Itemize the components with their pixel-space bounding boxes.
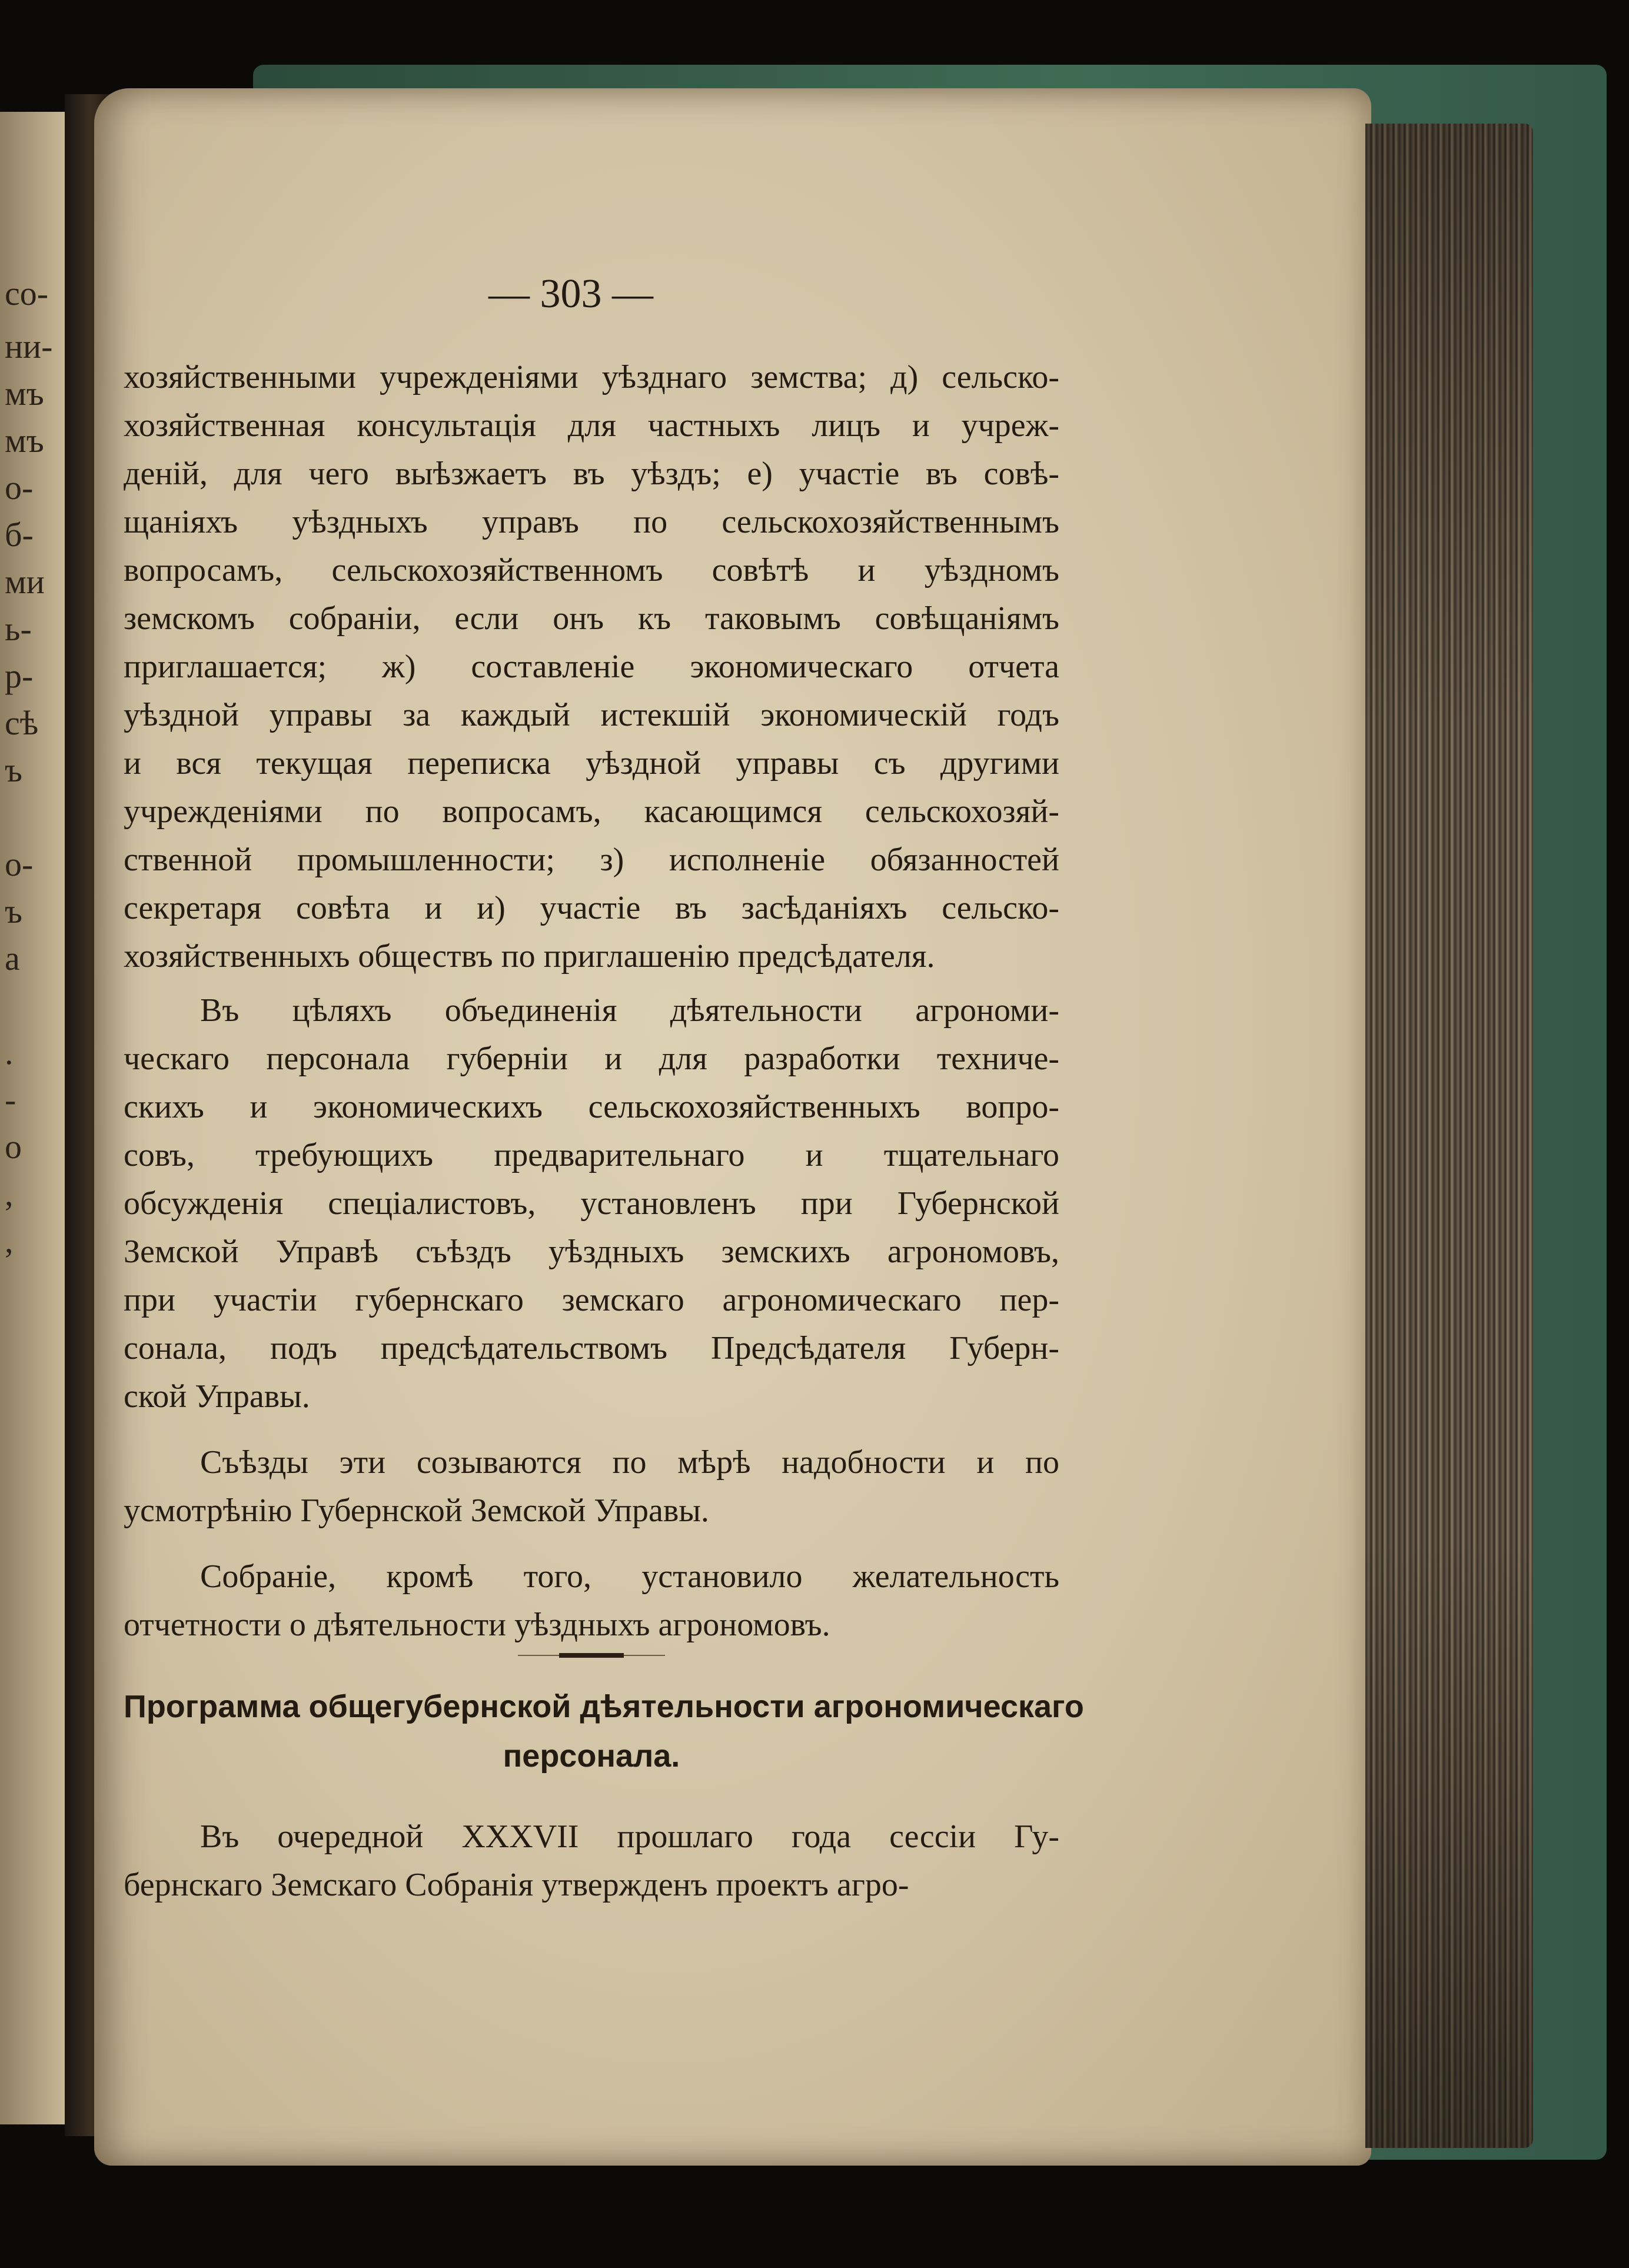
paragraph2-line: при участіи губернскаго земскаго агрономическаго пер-: [124, 1282, 1059, 1318]
previous-page-fragment: ми: [5, 563, 45, 601]
paragraph1-line: уѣздной управы за каждый истекшій экономическій годъ: [124, 697, 1059, 733]
paragraph1-line: секретаря совѣта и и) участіе въ засѣданіяхъ сельско-: [124, 890, 1059, 926]
previous-page-fragment: ь-: [5, 610, 32, 648]
previous-page-fragment: со-: [5, 274, 49, 312]
previous-page-fragment: р-: [5, 657, 34, 695]
paragraph1-line: учрежденіями по вопросамъ, касающимся сельскохозяй-: [124, 793, 1059, 830]
previous-page-fragment: ни-: [5, 327, 53, 365]
paragraph4-line: отчетности о дѣятельности уѣздныхъ агрономовъ.: [124, 1607, 830, 1643]
paragraph1-line: приглашается; ж) составленіе экономическаго отчета: [124, 649, 1059, 685]
paragraph2-line: обсужденія спеціалистовъ, установленъ при Губернской: [124, 1185, 1059, 1222]
previous-page-fragment: а: [5, 939, 20, 977]
paragraph2-line: Земской Управѣ съѣздъ уѣздныхъ земскихъ агрономовъ,: [124, 1233, 1059, 1270]
paragraph2-line: совъ, требующихъ предварительнаго и тщательнаго: [124, 1137, 1059, 1173]
page-edges-shade: [1365, 124, 1533, 2148]
paragraph1-line: хозяйственная консультація для частныхъ лицъ и учреж-: [124, 407, 1059, 444]
paragraph2-line: сонала, подъ предсѣдательствомъ Предсѣдателя Губерн-: [124, 1330, 1059, 1366]
section-heading: Программа общегубернской дѣятельности агрономическаго: [124, 1689, 1084, 1724]
previous-page-fragment: ъ: [5, 751, 22, 789]
paragraph2-line: Въ цѣляхъ объединенія дѣятельности агрономи-: [200, 992, 1059, 1029]
previous-page-fragment: ,: [5, 1222, 14, 1260]
previous-page-fragment: мъ: [5, 374, 44, 413]
paragraph1-line: хозяйственными учрежденіями уѣзднаго земства; д) сельско-: [124, 359, 1059, 395]
previous-page-fragment: ,: [5, 1175, 14, 1213]
previous-page-fragment: о-: [5, 468, 34, 507]
section-heading: персонала.: [503, 1738, 680, 1774]
paragraph1-line: земскомъ собраніи, если онъ къ таковымъ совѣщаніямъ: [124, 600, 1059, 637]
paragraph2-line: скихъ и экономическихъ сельскохозяйственныхъ вопро-: [124, 1089, 1059, 1125]
paragraph4-line: Собраніе, кромѣ того, установило желательность: [200, 1558, 1059, 1595]
paragraph1-line: и вся текущая переписка уѣздной управы съ другими: [124, 745, 1059, 782]
section-divider: [518, 1655, 665, 1656]
paragraph1-line: хозяйственныхъ обществъ по приглашенію предсѣдателя.: [124, 938, 935, 975]
previous-page-fragment: .: [5, 1033, 14, 1072]
paragraph1-line: щаніяхъ уѣздныхъ управъ по сельскохозяйственнымъ: [124, 504, 1059, 540]
page-number: — 303 —: [488, 271, 653, 317]
previous-page-fragment: о: [5, 1128, 22, 1166]
paragraph1-line: вопросамъ, сельскохозяйственномъ совѣтѣ и уѣздномъ: [124, 552, 1059, 588]
previous-page-fragment: мъ: [5, 421, 44, 460]
previous-page-fragment: б-: [5, 516, 34, 554]
section-divider-bar: [559, 1653, 624, 1658]
paragraph1-line: ственной промышленности; з) исполненіе обязанностей: [124, 842, 1059, 878]
paragraph2-line: ской Управы.: [124, 1378, 310, 1415]
paragraph3-line: усмотрѣнію Губернской Земской Управы.: [124, 1492, 709, 1529]
paragraph2-line: ческаго персонала губерніи и для разработки техниче-: [124, 1040, 1059, 1077]
paragraph3-line: Съѣзды эти созываются по мѣрѣ надобности и по: [200, 1444, 1059, 1481]
previous-page-fragment: о-: [5, 845, 34, 883]
previous-page-fragment: ъ: [5, 892, 22, 930]
previous-page-fragment: -: [5, 1080, 16, 1119]
previous-page-fragment: сѣ: [5, 704, 39, 742]
paragraph5-line: бернскаго Земскаго Собранія утвержденъ проектъ агро-: [124, 1867, 909, 1903]
paragraph5-line: Въ очередной XXXVII прошлаго года сессіи Гу-: [200, 1818, 1059, 1855]
paragraph1-line: деній, для чего выѣзжаетъ въ уѣздъ; е) участіе въ совѣ-: [124, 455, 1059, 492]
